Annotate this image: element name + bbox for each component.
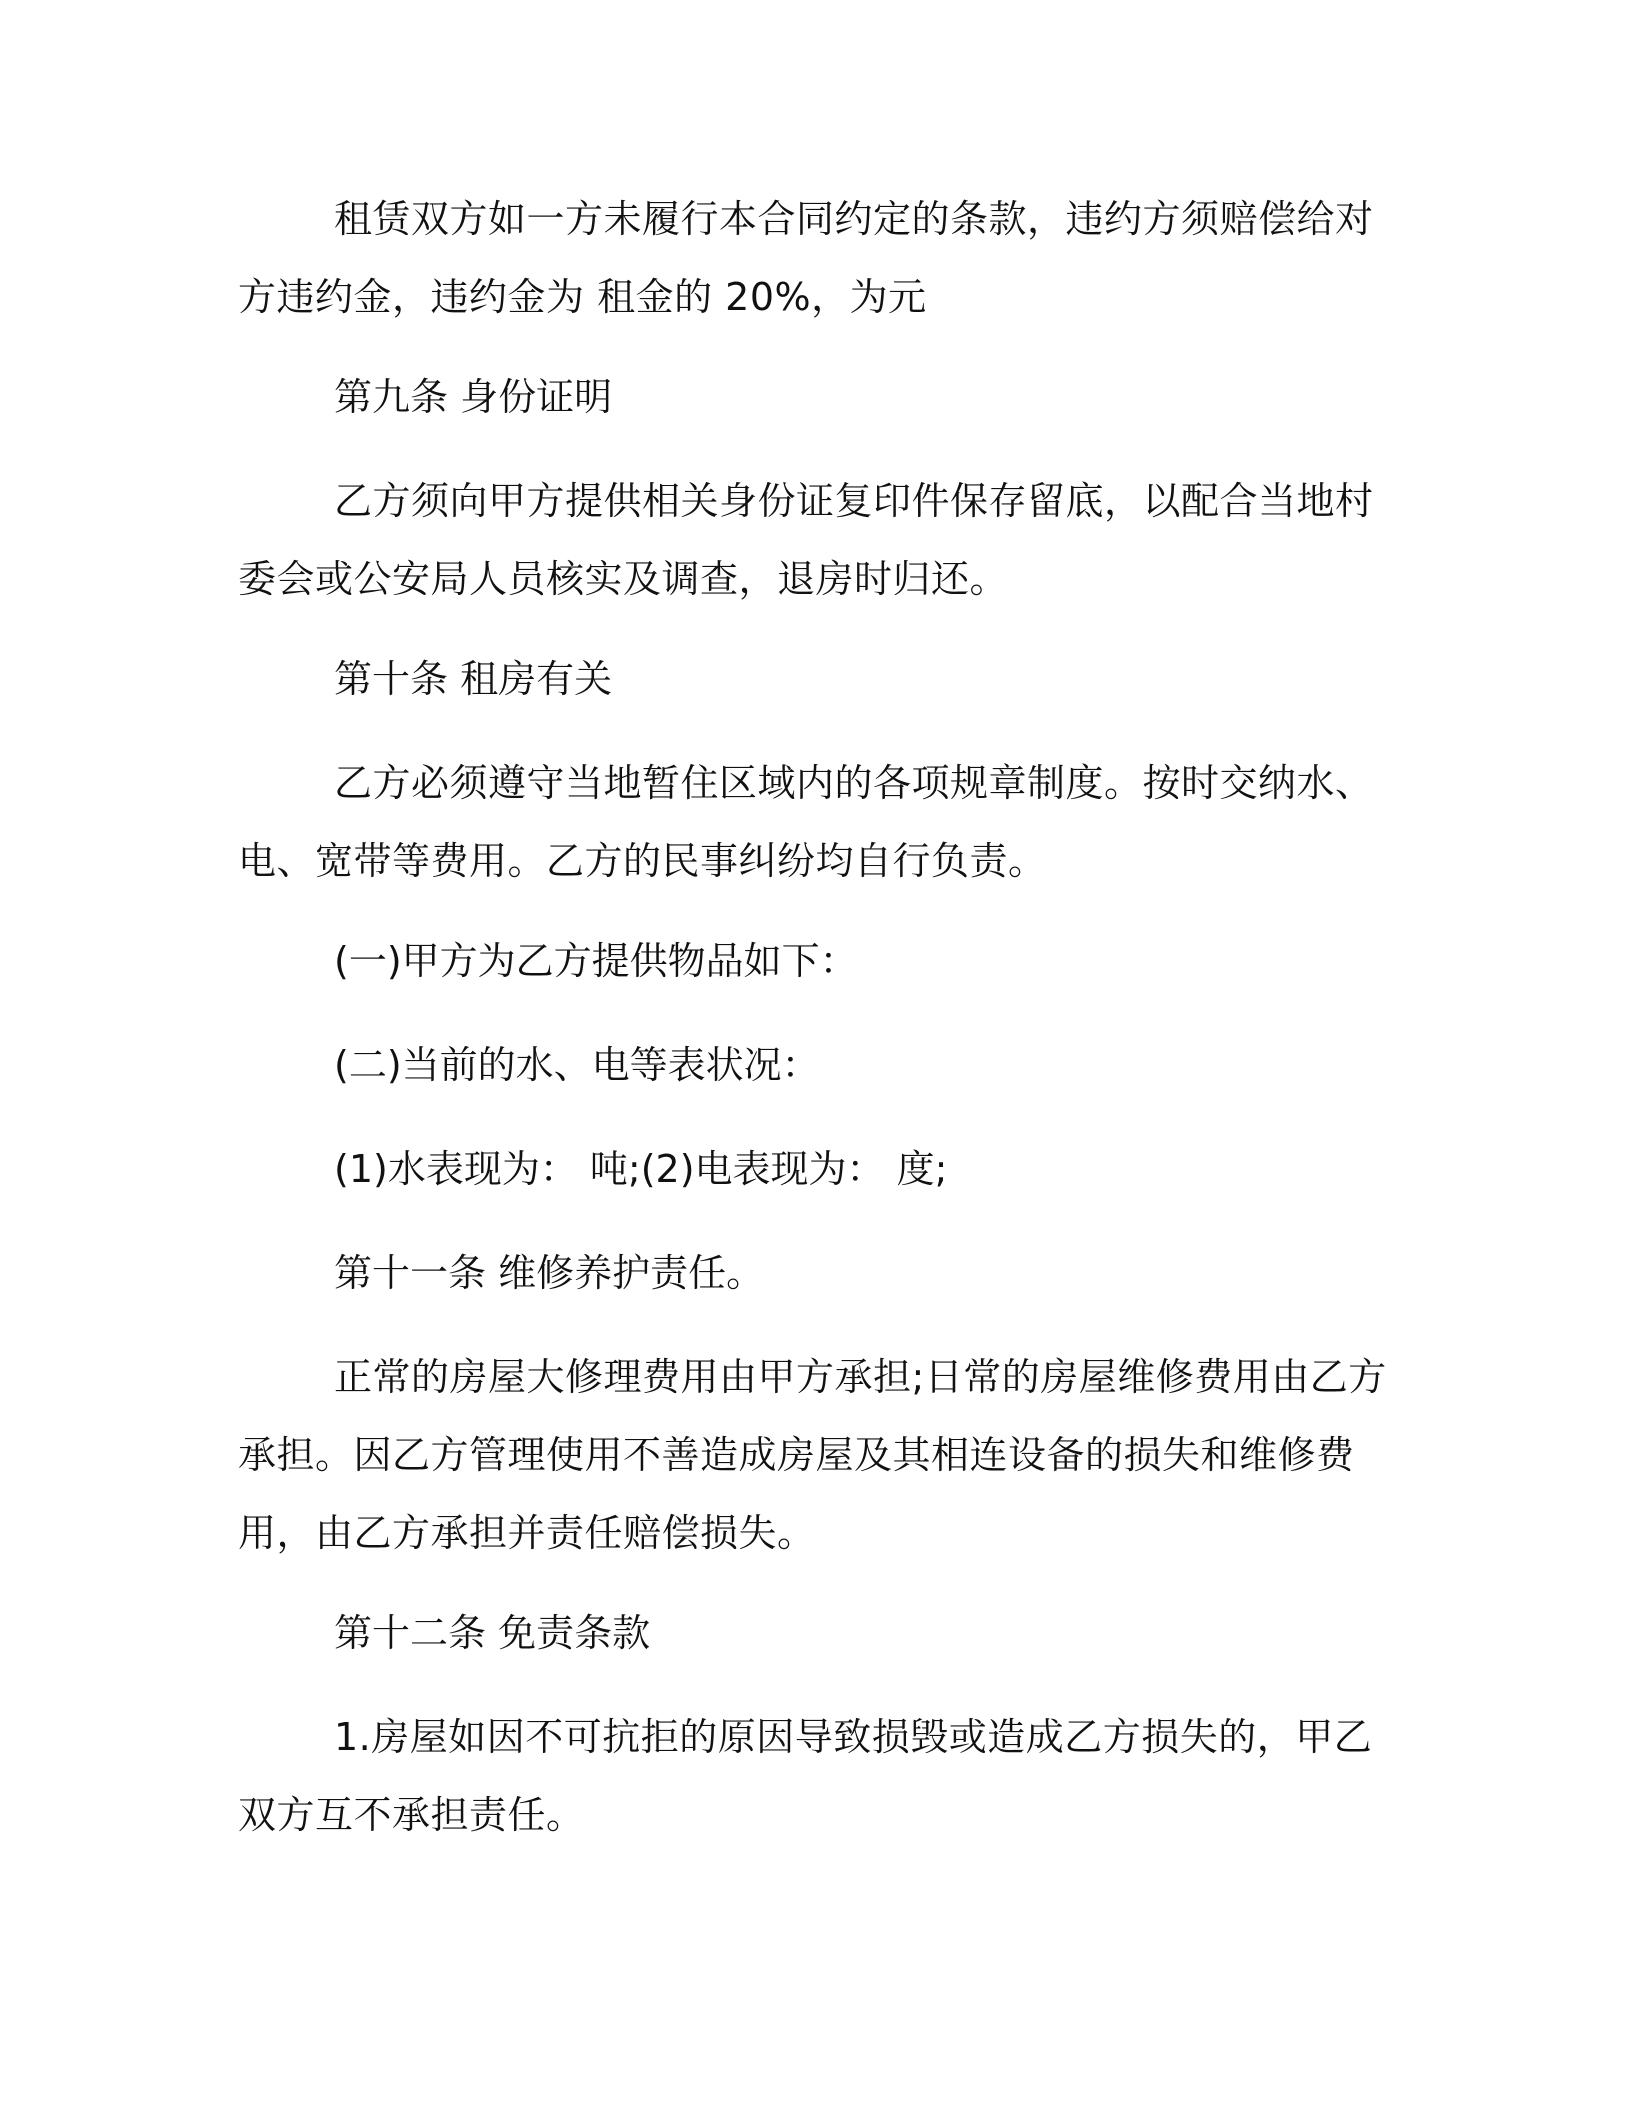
paragraph-maintenance: 正常的房屋大修理费用由甲方承担;日常的房屋维修费用由乙方承担。因乙方管理使用不善造成房屋及其相连设备的损失和维修费用，由乙方承担并责任赔偿损失。 bbox=[238, 1355, 1387, 1555]
heading-article-10: 第十条 租房有关 bbox=[334, 657, 613, 701]
paragraph-penalty: 租赁双方如一方未履行本合同约定的条款，违约方须赔偿给对方违约金，违约金为 租金的 20%，为元 bbox=[238, 197, 1374, 319]
paragraph-identity: 乙方须向甲方提供相关身份证复印件保存留底，以配合当地村委会或公安局人员核实及调查，退房时归还。 bbox=[238, 479, 1374, 601]
heading-article-11: 第十一条 维修养护责任。 bbox=[334, 1251, 765, 1295]
heading-article-9: 第九条 身份证明 bbox=[334, 375, 613, 419]
paragraph-meter-readings: (1)水表现为： 吨;(2)电表现为： 度; bbox=[334, 1147, 948, 1191]
heading-article-12: 第十二条 免责条款 bbox=[334, 1611, 651, 1655]
paragraph-force-majeure: 1.房屋如因不可抗拒的原因导致损毁或造成乙方损失的，甲乙双方互不承担责任。 bbox=[238, 1715, 1373, 1837]
paragraph-rules: 乙方必须遵守当地暂住区域内的各项规章制度。按时交纳水、电、宽带等费用。乙方的民事纠纷均自行负责。 bbox=[238, 761, 1374, 883]
paragraph-meter-status: (二)当前的水、电等表状况： bbox=[334, 1043, 820, 1087]
paragraph-items-provided: (一)甲方为乙方提供物品如下： bbox=[334, 939, 858, 983]
